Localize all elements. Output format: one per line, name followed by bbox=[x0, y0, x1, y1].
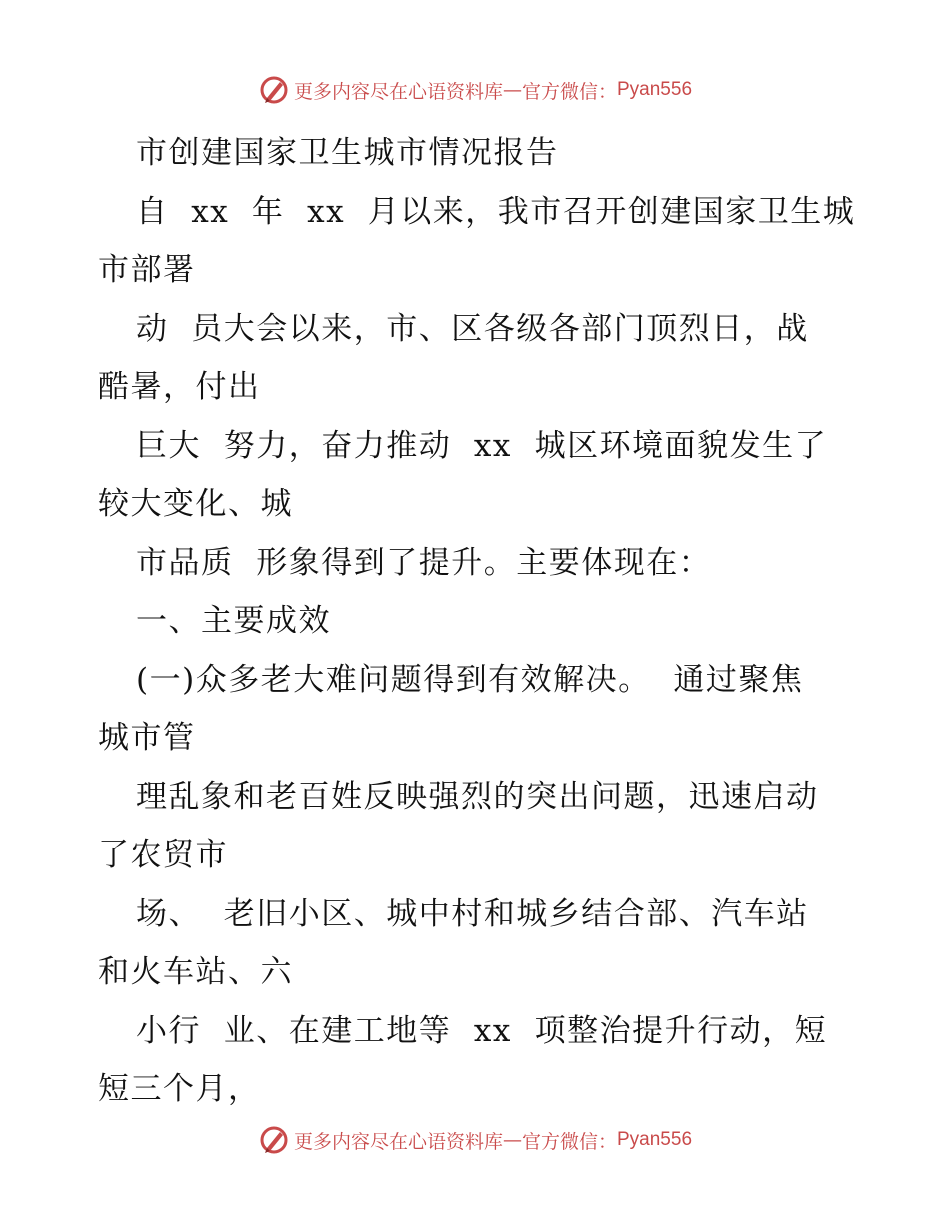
text-line: 较大变化、城 bbox=[98, 486, 293, 522]
watermark-dash: — bbox=[502, 79, 522, 101]
watermark-sub-text: 官方微信： bbox=[521, 1130, 617, 1153]
text-line: 市部署 bbox=[98, 252, 196, 288]
text-line: 短三个月， bbox=[98, 1071, 261, 1107]
text-line: 场、 老旧小区、城中村和城乡结合部、汽车站 bbox=[136, 895, 809, 932]
text-line: 巨大 努力，奋力推动 xx 城区环境面貌发生了 bbox=[136, 427, 828, 464]
text-line: 自 xx 年 xx 月以来，我市召开创建国家卫生城 bbox=[136, 193, 856, 230]
pen-logo-icon bbox=[258, 1124, 290, 1156]
text-line: 城市管 bbox=[98, 720, 196, 756]
document-body bbox=[98, 124, 858, 1119]
text-line: 小行 业、在建工地等 xx 项整治提升行动，短 bbox=[136, 1012, 828, 1049]
watermark-id: Pyan556 bbox=[617, 1129, 693, 1150]
watermark-id: Pyan556 bbox=[617, 79, 693, 100]
footer-watermark bbox=[0, 1120, 950, 1160]
text-line: 和火车站、六 bbox=[98, 954, 293, 990]
header-watermark bbox=[0, 70, 950, 110]
text-line: 动 员大会以来，市、区各级各部门顶烈日，战 bbox=[136, 310, 809, 347]
text-line: 市品质 形象得到了提升。主要体现在： bbox=[136, 544, 712, 581]
watermark-main-text: 更多内容尽在心语资料库 bbox=[293, 80, 503, 103]
text-line: (一)众多老大难问题得到有效解决。 通过聚焦 bbox=[136, 661, 804, 698]
pen-logo-icon bbox=[258, 74, 290, 106]
watermark-dash: — bbox=[502, 1129, 522, 1151]
text-line: 一、主要成效 bbox=[136, 603, 331, 639]
text-line: 理乱象和老百姓反映强烈的突出问题，迅速启动 bbox=[136, 778, 819, 815]
text-line: 了农贸市 bbox=[98, 837, 228, 873]
text-line: 市创建国家卫生城市情况报告 bbox=[136, 135, 559, 171]
watermark-main-text: 更多内容尽在心语资料库 bbox=[293, 1130, 503, 1153]
text-line: 酷暑，付出 bbox=[98, 369, 261, 405]
watermark-sub-text: 官方微信： bbox=[521, 80, 617, 103]
